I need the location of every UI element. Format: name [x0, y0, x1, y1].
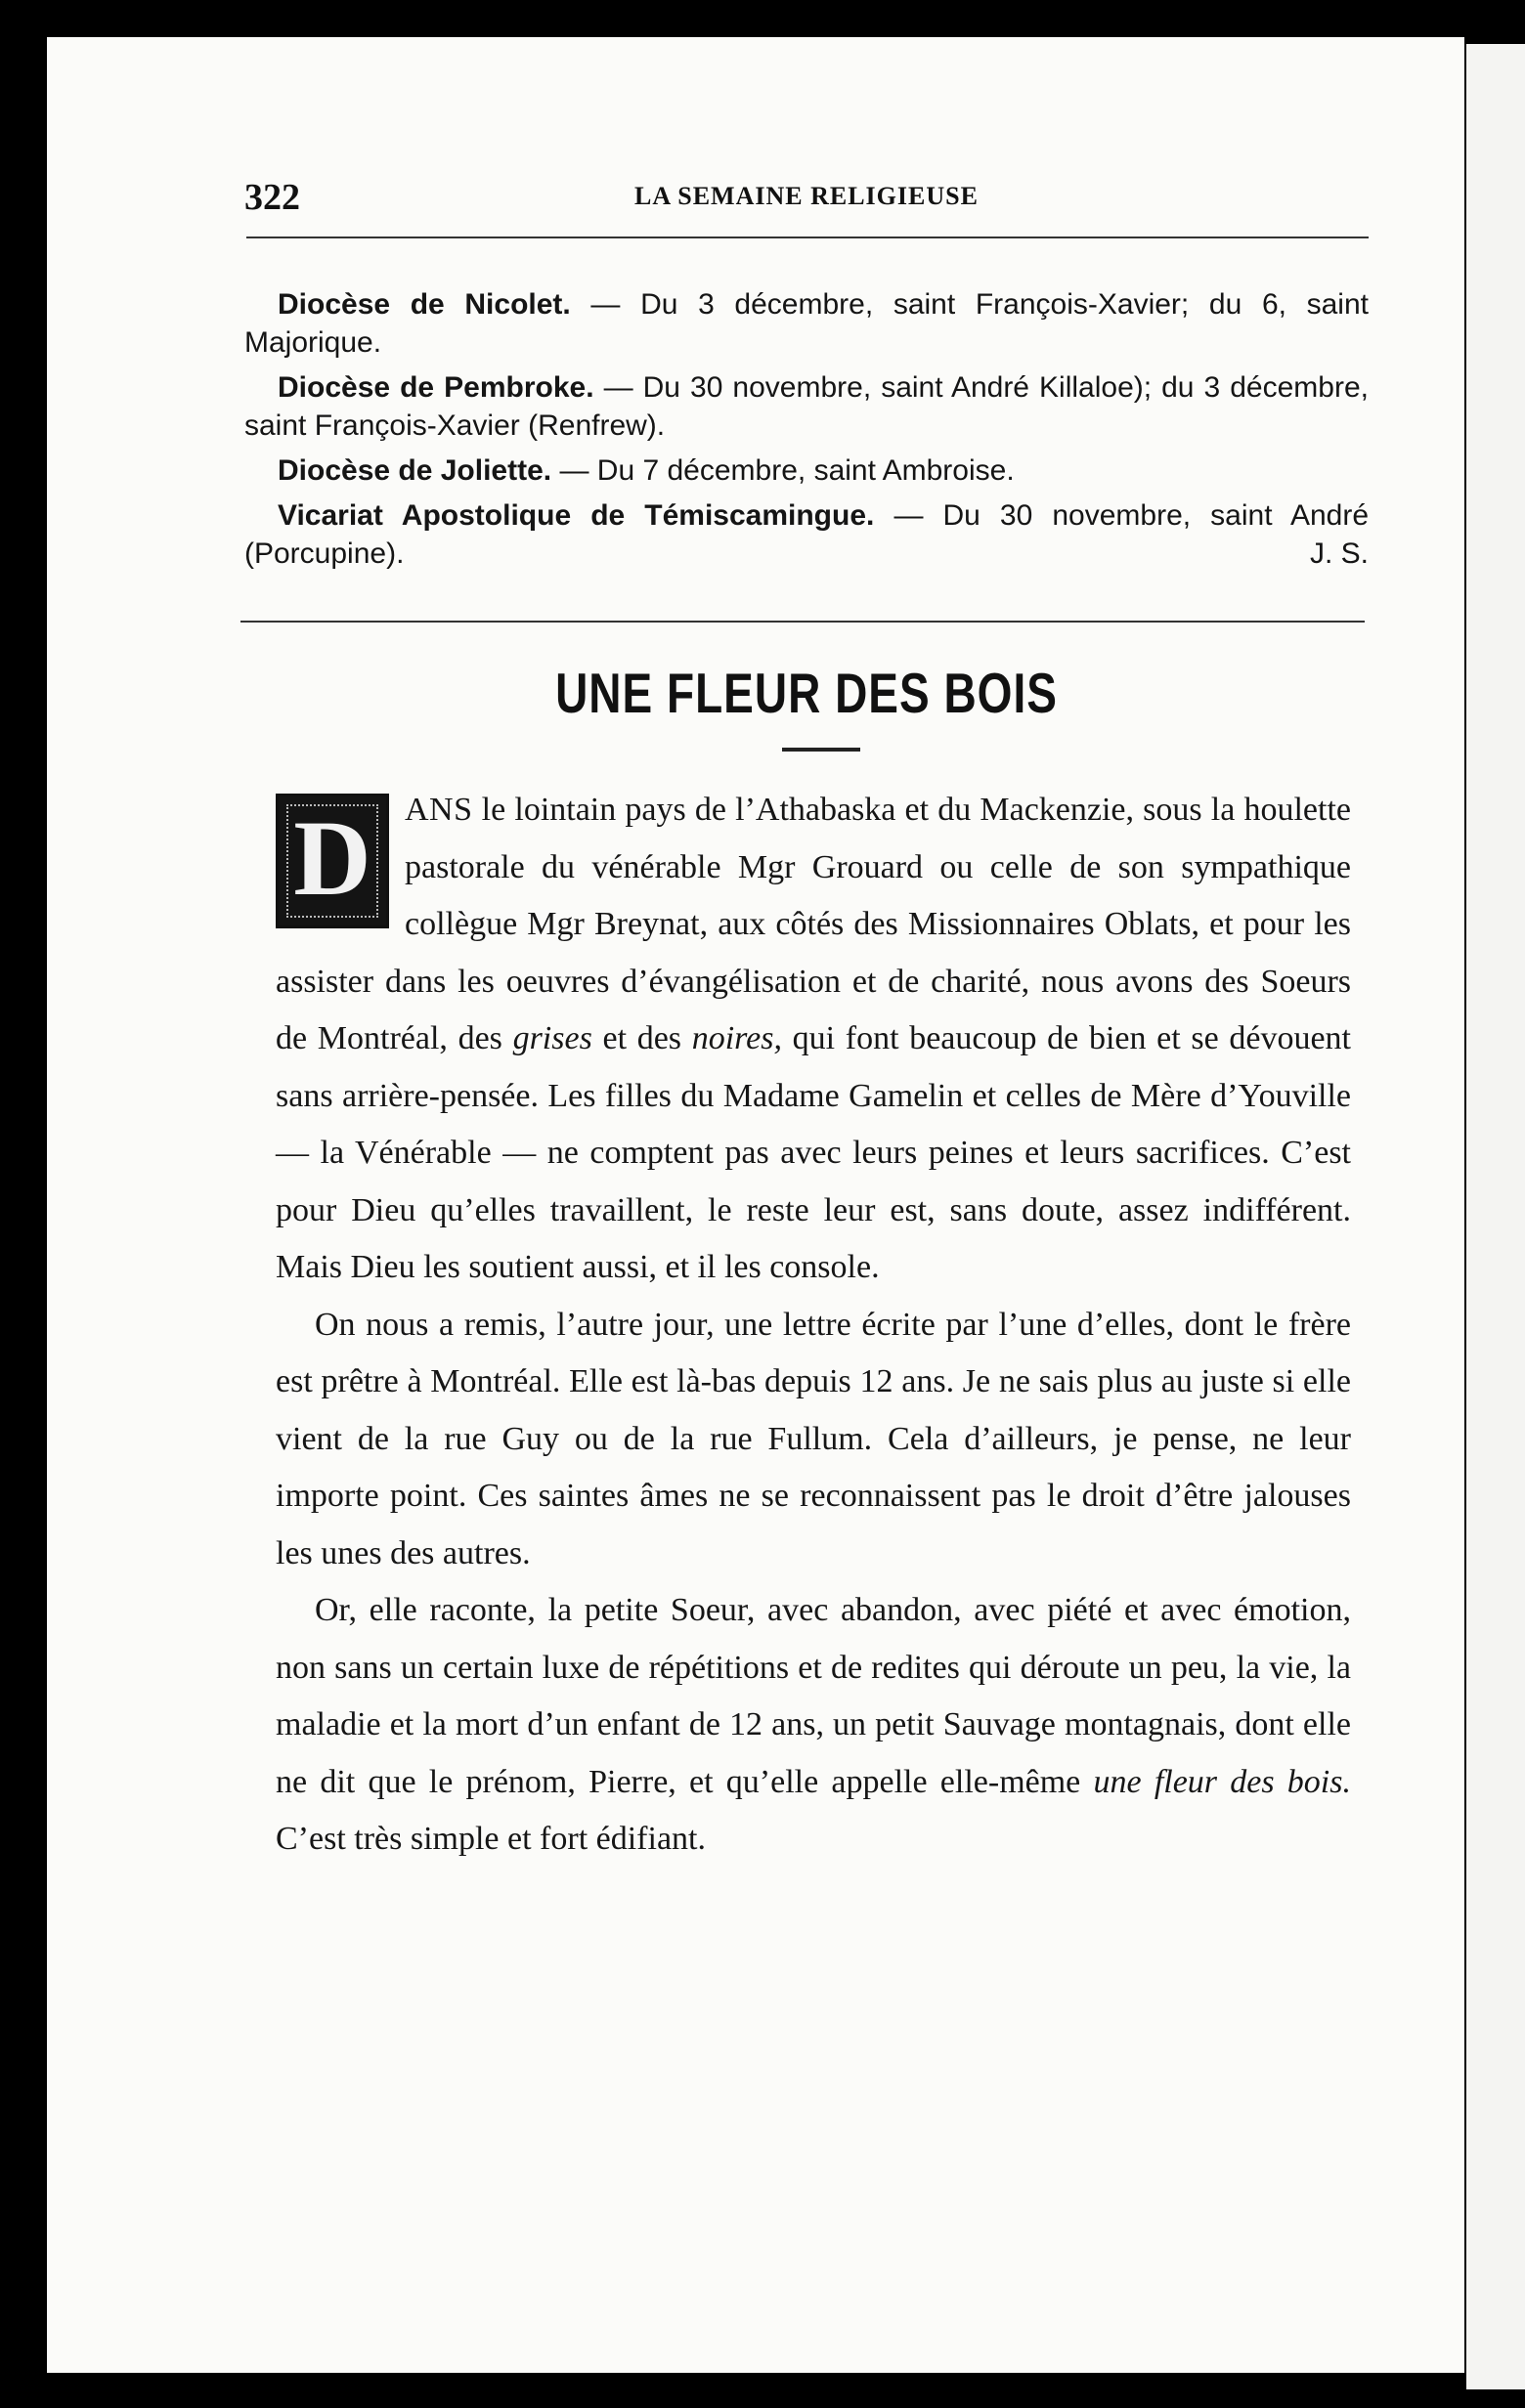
notice-text: — Du 30 novembre, saint André (Porcupine).: [244, 499, 1370, 570]
paragraph-2: On nous a remis, l’autre jour, une lettre écrite par l’une d’elles, dont le frère est prêtre à Montréal. Elle est là-bas depuis 12 ans. Je ne sais plus au juste si elle vient de la rue Guy ou de la rue Fullum. Cela d’ailleurs, je pense, ne leur importe point. Ces saintes âmes ne se reconnaissent pas le droit d’être jalouses les unes des autres.: [276, 1306, 1351, 1571]
notice-diocese: Diocèse de Pembroke.: [278, 371, 594, 404]
paragraph-text: C’est très simple et fort édifiant.: [276, 1821, 706, 1857]
paragraph-text: Or, elle raconte, la petite Soeur, avec abandon, avec piété et avec émotion, non sans un certain luxe de répétitions et de redites qui déroute un peu, la vie, la maladie et la mort d’un enfant de 12 ans, un petit Sauvage montagnais, dont elle ne dit que le prénom, Pierre, et qu’elle appelle elle-même: [276, 1592, 1351, 1800]
notice-signature: J. S.: [1309, 538, 1369, 570]
notice-text: — Du 3 décembre, saint François-Xavier; du 6, saint Majorique.: [244, 288, 1369, 359]
paragraph-text: qui font beaucoup de bien et se dévouent sans arrière-pensée. Les filles du Madame Gamelin et celles de Mère d’Youville — la Vénérable — ne comptent pas avec leurs peines et leurs sacrifices. C’est pour Dieu qu’elles travaillent, le reste leur est, sans doute, assez indifférent. Mais Dieu les soutient aussi, et il les console.: [276, 1020, 1351, 1285]
diocese-notices: [244, 285, 1369, 580]
italic-text: noires,: [691, 1020, 782, 1056]
notice-diocese: Diocèse de Joliette.: [278, 454, 552, 487]
lead-in: ANS: [405, 792, 473, 828]
adjacent-page-edge: [1466, 44, 1525, 2389]
notice-diocese: Diocèse de Nicolet.: [278, 288, 571, 321]
italic-text: une fleur des bois.: [1093, 1763, 1351, 1800]
dropcap-letter: D: [293, 798, 371, 918]
section-rule: [240, 621, 1365, 623]
header-rule: [246, 236, 1369, 238]
italic-text: grises: [512, 1020, 592, 1056]
page-header: [244, 176, 1369, 218]
title-underline: [782, 748, 860, 752]
notice-nicolet: [244, 285, 1369, 362]
notice-temiscamingue: [244, 496, 1369, 573]
paragraph-3: [276, 1582, 1351, 1869]
article-title: UNE FLEUR DES BOIS: [555, 661, 1058, 725]
notice-joliette: [244, 452, 1369, 490]
paragraph-text: le lointain pays de l’Athabaska et du Mackenzie, sous la houlette pastorale du vénérable Mgr Grouard ou celle de son sympathique collègue Mgr Breynat, aux côtés des Missionnaires Oblats, et pour les assister dans les oeuvres d’évangélisation et de charité, nous avons des Soeurs de Montréal, des: [276, 792, 1351, 1056]
running-head: LA SEMAINE RELIGIEUSE: [634, 182, 979, 210]
paragraph-1: [276, 782, 1351, 1297]
article-body: [276, 782, 1351, 1869]
page-number: 322: [244, 177, 300, 218]
notice-text: — Du 30 novembre, saint André Killaloe); du 3 décembre, saint François-Xavier (Renfrew).: [244, 371, 1369, 442]
notice-diocese: Vicariat Apostolique de Témiscamingue.: [278, 499, 875, 532]
notice-pembroke: [244, 368, 1369, 445]
notice-text: — Du 7 décembre, saint Ambroise.: [559, 454, 1015, 487]
ornamental-dropcap: [276, 794, 389, 928]
paragraph-text: et des: [591, 1020, 692, 1056]
